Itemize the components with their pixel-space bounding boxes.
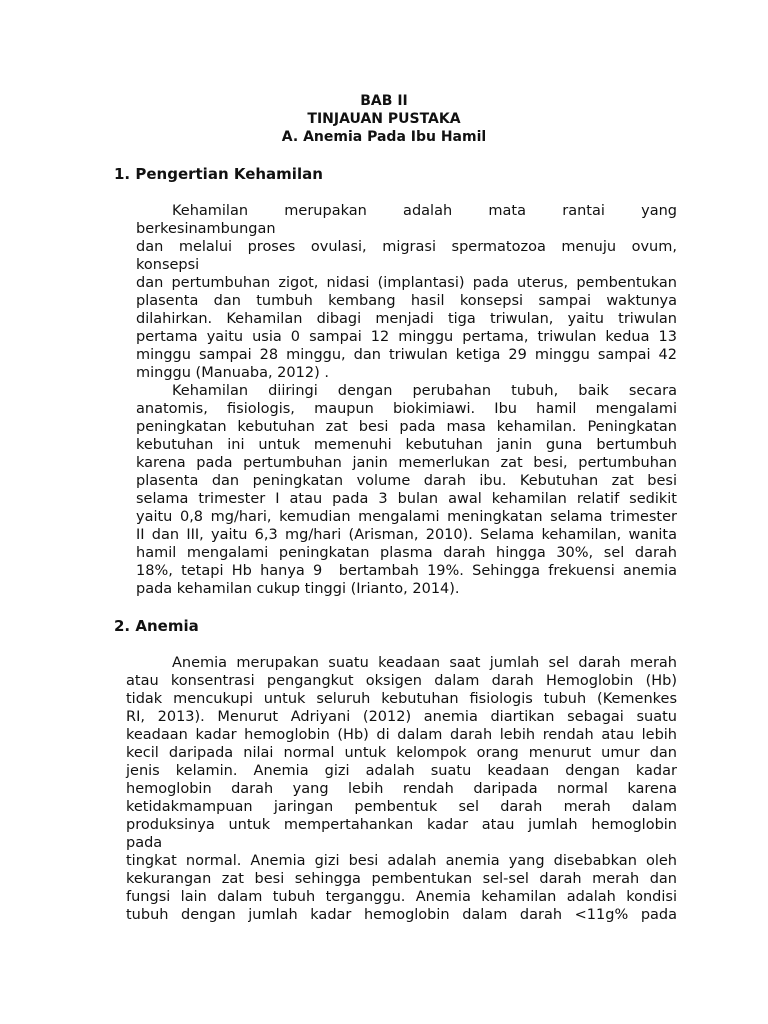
paragraph-line: tidak mencukupi untuk seluruh kebutuhan fisiologis tubuh (Kemenkes xyxy=(126,691,677,707)
paragraph-line: ketidakmampuan jaringan pembentuk sel darah merah dalam xyxy=(126,799,677,815)
paragraph-line: pada kehamilan cukup tinggi (Irianto, 2014). xyxy=(136,581,460,597)
paragraph-line: yaitu 0,8 mg/hari, kemudian mengalami meningkatan selama trimester xyxy=(136,509,677,525)
paragraph-line: Anemia merupakan suatu keadaan saat jumlah sel darah merah xyxy=(172,655,677,671)
paragraph-line: dan melalui proses ovulasi, migrasi spermatozoa menuju ovum, xyxy=(136,239,677,255)
paragraph-line: keadaan kadar hemoglobin (Hb) di dalam darah lebih rendah atau lebih xyxy=(126,727,677,743)
paragraph-line: pertama yaitu usia 0 sampai 12 minggu pertama, triwulan kedua 13 xyxy=(136,329,677,345)
paragraph-line: pada xyxy=(126,835,163,851)
paragraph-line: produksinya untuk mempertahankan kadar atau jumlah hemoglobin xyxy=(126,817,677,833)
paragraph-line: fungsi lain dalam tubuh terganggu. Anemia kehamilan adalah kondisi xyxy=(126,889,677,905)
heading-tinjauan-pustaka: TINJAUAN PUSTAKA xyxy=(307,111,461,127)
paragraph-line: konsepsi xyxy=(136,257,200,273)
paragraph-line: plasenta dan peningkatan volume darah ibu. Kebutuhan zat besi xyxy=(136,473,677,489)
paragraph-line: kebutuhan ini untuk memenuhi kebutuhan janin guna bertumbuh xyxy=(136,437,677,453)
paragraph-line: kekurangan zat besi sehingga pembentukan sel-sel darah merah dan xyxy=(126,871,677,887)
paragraph-line: tingkat normal. Anemia gizi besi adalah anemia yang disebabkan oleh xyxy=(126,853,677,869)
paragraph-line: dan pertumbuhan zigot, nidasi (implantasi) pada uterus, pembentukan xyxy=(136,275,677,291)
paragraph-line: RI, 2013). Menurut Adriyani (2012) anemia diartikan sebagai suatu xyxy=(126,709,677,725)
paragraph-line: atau konsentrasi pengangkut oksigen dalam darah Hemoglobin (Hb) xyxy=(126,673,677,689)
section-2-title: 2. Anemia xyxy=(114,617,199,635)
paragraph-line: plasenta dan tumbuh kembang hasil konsepsi sampai waktunya xyxy=(136,293,677,309)
paragraph-line: Kehamilan diiringi dengan perubahan tubuh, baik secara xyxy=(172,383,677,399)
section-1-title: 1. Pengertian Kehamilan xyxy=(114,165,323,183)
paragraph-line: jenis kelamin. Anemia gizi adalah suatu keadaan dengan kadar xyxy=(126,763,677,779)
paragraph-line: II dan III, yaitu 6,3 mg/hari (Arisman, 2010). Selama kehamilan, wanita xyxy=(136,527,677,543)
paragraph-line: minggu (Manuaba, 2012) . xyxy=(136,365,329,381)
paragraph-line: Kehamilan merupakan adalah mata rantai yang xyxy=(172,203,677,219)
paragraph-line: tubuh dengan jumlah kadar hemoglobin dalam darah <11g% pada xyxy=(126,907,677,923)
paragraph-line: peningkatan kebutuhan zat besi pada masa kehamilan. Peningkatan xyxy=(136,419,677,435)
paragraph-line: kecil daripada nilai normal untuk kelompok orang menurut umur dan xyxy=(126,745,677,761)
paragraph-line: dilahirkan. Kehamilan dibagi menjadi tiga triwulan, yaitu triwulan xyxy=(136,311,677,327)
paragraph-line: berkesinambungan xyxy=(136,221,276,237)
paragraph-line: hemoglobin darah yang lebih rendah daripada normal karena xyxy=(126,781,677,797)
paragraph-line: minggu sampai 28 minggu, dan triwulan ketiga 29 minggu sampai 42 xyxy=(136,347,677,363)
paragraph-line: anatomis, fisiologis, maupun biokimiawi. Ibu hamil mengalami xyxy=(136,401,677,417)
paragraph-line: hamil mengalami peningkatan plasma darah hingga 30%, sel darah xyxy=(136,545,677,561)
paragraph-line: 18%, tetapi Hb hanya 9 bertambah 19%. Sehingga frekuensi anemia xyxy=(136,563,677,579)
paragraph-line: selama trimester I atau pada 3 bulan awal kehamilan relatif sedikit xyxy=(136,491,677,507)
paragraph-line: karena pada pertumbuhan janin memerlukan zat besi, pertumbuhan xyxy=(136,455,677,471)
heading-subsection-a: A. Anemia Pada Ibu Hamil xyxy=(281,129,487,145)
heading-bab: BAB II xyxy=(360,93,408,109)
